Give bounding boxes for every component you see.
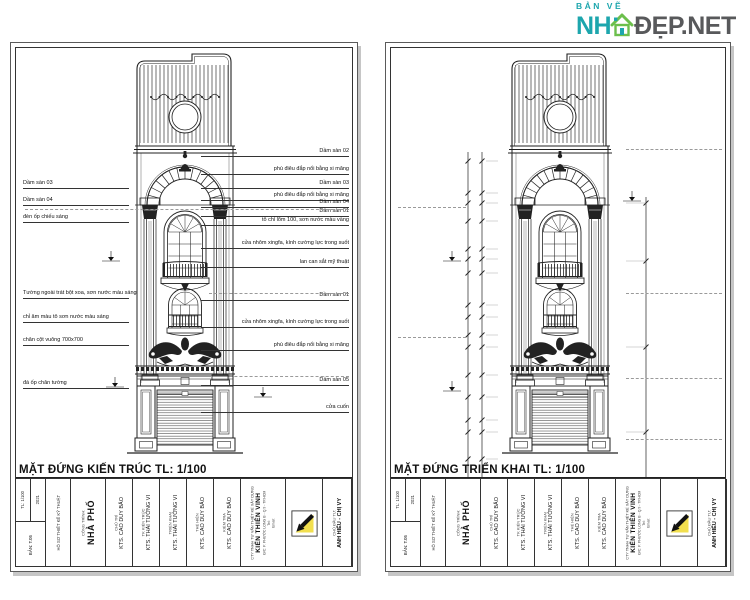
site-logo[interactable] xyxy=(572,0,750,42)
project-cell: CÔNG TRÌNH: NHÀ PHỐ xyxy=(455,500,471,546)
client-name: ANH HIẾU - CHỊ VY xyxy=(711,498,718,548)
company-logo xyxy=(286,479,323,567)
level-line xyxy=(209,293,349,294)
level-line xyxy=(25,209,349,210)
project-name: NHÀ PHỐ xyxy=(460,500,471,546)
annotation-left: đá ốp chân tường xyxy=(23,381,129,389)
sheet-caption: MẶT ĐỨNG TRIỂN KHAI TL: 1/100 xyxy=(391,464,725,478)
annotation-right: phù điêu đắp nổi bằng xi măng xyxy=(201,193,349,201)
sheet-caption: MẶT ĐỨNG KIẾN TRÚC TL: 1/100 xyxy=(16,464,352,478)
title-block xyxy=(390,478,726,567)
facade-drawing xyxy=(490,53,630,458)
sheet-number: BẢN: T.05 xyxy=(27,534,33,555)
level-line xyxy=(398,207,466,208)
annotation-right: cửa nhôm xingfa, kính cường lực trong suốt xyxy=(201,241,349,249)
staff-cell: KIỂM TRA KTS. CAO DUY BẢO xyxy=(596,497,608,549)
annotation-left: Dầm sàn 04 xyxy=(23,198,129,206)
annotation-right: tô chỉ lõm 100, sơn nước màu vàng xyxy=(201,218,349,226)
annotation-left: chân cột vuông 700x700 xyxy=(23,338,129,346)
level-line xyxy=(398,337,466,338)
sheet-developed-elevation xyxy=(385,42,731,572)
company-name: KIẾN THIÊN VINH xyxy=(630,492,637,554)
dossier-label: HỒ SƠ THIẾT KẾ KỸ THUẬT xyxy=(430,495,436,551)
annotation-right: lan can sắt mỹ thuật xyxy=(201,260,349,268)
level-line xyxy=(626,439,722,440)
drawing-name-cell xyxy=(352,512,353,534)
annotation-left: Dầm sàn 03 xyxy=(23,181,129,189)
client-name: ANH HIẾU - CHỊ VY xyxy=(336,498,343,548)
staff-cell: CHỦ TRÌ KTS. CAO DUY BẢO xyxy=(113,497,125,549)
staff-cell: TRIỂN KHAI KTS. THÁI TƯỜNG VI xyxy=(542,495,554,551)
logo-tagline: BẢN VẼ xyxy=(576,1,624,11)
staff-cell: THỂ HIỆN KTS. CAO DUY BẢO xyxy=(569,497,581,549)
sheet-architectural-elevation xyxy=(10,42,358,572)
year-value: 2021 xyxy=(410,495,416,505)
level-line xyxy=(626,378,722,379)
annotation-left: Tường ngoài trát bột xoa, sơn nước màu sáng xyxy=(23,291,129,299)
client-cell: CHỦ ĐẦU TƯ: ANH HIẾU - CHỊ VY xyxy=(706,498,718,548)
titleblock-meta xyxy=(15,479,46,567)
annotation-right: cửa nhôm xingfa, kính cường lực trong suốt xyxy=(201,320,349,328)
staff-cell: TRIỂN KHAI KTS. THÁI TƯỜNG VI xyxy=(167,495,179,551)
annotation-right: Dầm sàn 02 xyxy=(201,149,349,157)
company-name: KIẾN THIÊN VINH xyxy=(255,492,262,554)
titleblock-meta xyxy=(390,479,421,567)
house-icon xyxy=(609,11,635,37)
staff-cell: KIỂM TRA KTS. CAO DUY BẢO xyxy=(221,497,233,549)
project-cell: CÔNG TRÌNH: NHÀ PHỐ xyxy=(80,500,96,546)
staff-cell: TK KIẾN TRÚC KTS. THÁI TƯỜNG VI xyxy=(140,495,152,551)
client-cell: CHỦ ĐẦU TƯ: ANH HIẾU - CHỊ VY xyxy=(331,498,343,548)
annotation-left: chỉ âm màu tô sơn nước màu sáng xyxy=(23,315,129,323)
logo-brand-suffix: ĐẸP.NET xyxy=(634,11,736,40)
project-name: NHÀ PHỐ xyxy=(85,500,96,546)
company-cell: CTY TNHH TƯ VẤN THIẾT KẾ XÂY DỰNG KIẾN THIÊN VINH Đ/C: P. PHƯỚC LONG B - Q.9 - TP.HCM Tel: Email: xyxy=(250,486,276,560)
annotation-left: đèn ốp chiếu sáng xyxy=(23,215,129,223)
annotation-right: Dầm sàn 03 xyxy=(201,181,349,189)
scale-value: TL: 1/100 xyxy=(394,491,400,509)
facade-drawing xyxy=(115,53,255,458)
annotation-right: Dầm sàn 04 xyxy=(201,200,349,208)
staff-cell: THỂ HIỆN KTS. CAO DUY BẢO xyxy=(194,497,206,549)
annotation-right: Dầm sàn 05 xyxy=(201,378,349,386)
staff-cell: CHỦ TRÌ KTS. CAO DUY BẢO xyxy=(488,497,500,549)
year-value: 2021 xyxy=(35,495,41,505)
staff-cell: TK KIẾN TRÚC KTS. THÁI TƯỜNG VI xyxy=(515,495,527,551)
level-line xyxy=(626,149,722,150)
annotation-right: cửa cuốn xyxy=(201,405,349,413)
annotation-right: phù điêu đắp nổi bằng xi măng xyxy=(201,343,349,351)
level-line xyxy=(626,293,722,294)
dossier-label: HỒ SƠ THIẾT KẾ KỸ THUẬT xyxy=(55,495,61,551)
logo-brand-prefix: NH xyxy=(576,11,612,40)
title-block xyxy=(15,478,353,567)
scale-value: TL: 1/100 xyxy=(19,491,25,509)
level-line xyxy=(209,376,349,377)
company-logo xyxy=(661,479,698,567)
annotation-right: phù điêu đắp nổi bằng xi măng xyxy=(201,167,349,175)
annotation-right: Dầm sàn 01 xyxy=(201,209,349,217)
sheet-number: BẢN: T.05 xyxy=(402,534,408,555)
annotation-right: Dầm sàn 01 xyxy=(201,293,349,301)
company-cell: CTY TNHH TƯ VẤN THIẾT KẾ XÂY DỰNG KIẾN THIÊN VINH Đ/C: P. PHƯỚC LONG B - Q.9 - TP.HCM Tel: Email: xyxy=(625,486,651,560)
